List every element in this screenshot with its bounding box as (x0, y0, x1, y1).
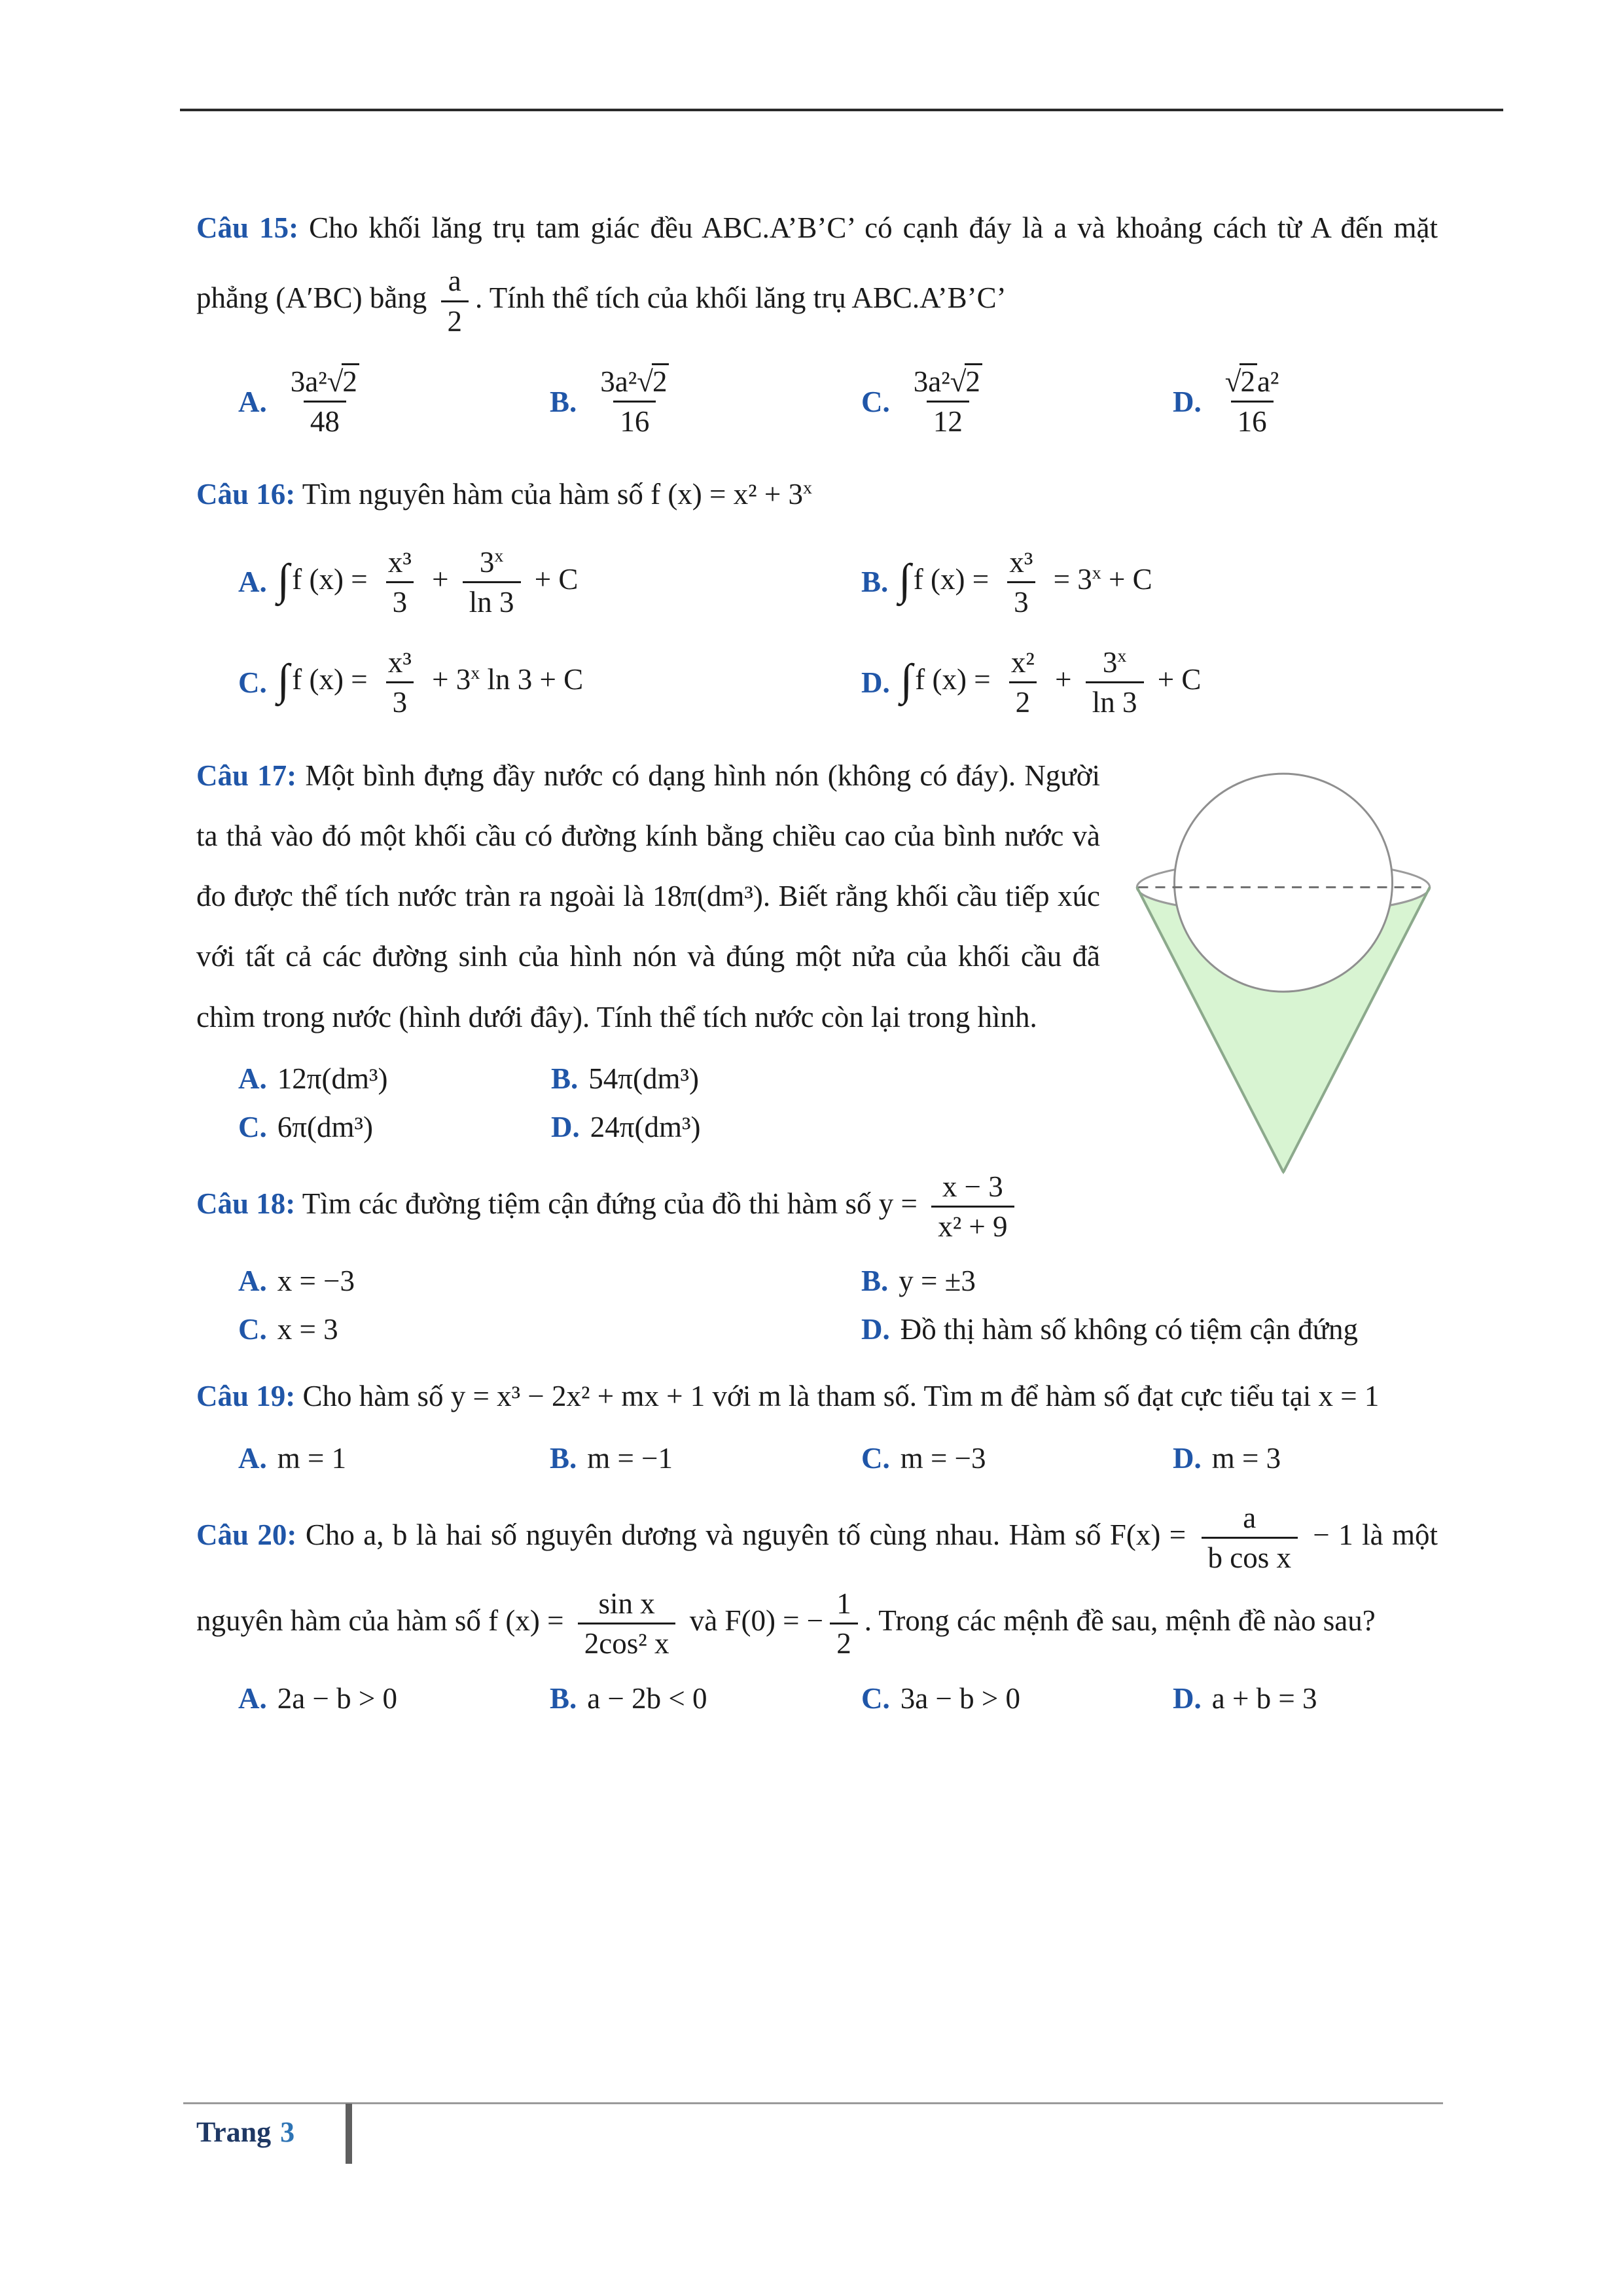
option-c-value: ∫f (x) = $\frac{\text{x³}}{3}$ + $3^x$ ln 3 + C (277, 639, 583, 726)
option-d-value: 24π(dm³) (590, 1110, 701, 1143)
question-19-label: Câu 19: (196, 1380, 296, 1413)
option-b-letter: B. (861, 1265, 889, 1298)
option-d-letter: D. (861, 1313, 890, 1346)
option-c-value: x = 3 (277, 1313, 338, 1346)
option-c-letter: C. (238, 1110, 267, 1143)
page-content (196, 198, 1438, 1735)
option-a (238, 1441, 550, 1475)
option-d (551, 1110, 700, 1144)
option-b-value: $\frac{\text{3a²√2}}{16}$ (587, 359, 682, 445)
question-19-body: Cho hàm số y = x³ − 2x² + mx + 1 với m là tham số. Tìm m để hàm số đạt cực tiểu tại x = 1 (295, 1380, 1380, 1413)
question-16-body: Tìm nguyên hàm của hàm số f $(x) = x^2 + 3^x$ (295, 478, 812, 511)
option-d-letter: D. (861, 666, 890, 699)
question-18-label: Câu 18: (196, 1187, 296, 1220)
option-d (1173, 1441, 1281, 1475)
option-b-letter: B. (550, 1681, 577, 1715)
footer-vertical-bar (346, 2104, 352, 2164)
question-17-label: Câu 17: (196, 759, 297, 792)
question-16-label: Câu 16: (196, 478, 296, 511)
question-20-options (196, 1681, 1438, 1715)
question-18 (196, 1164, 1438, 1347)
option-d-value: ∫f (x) = $\frac{\text{x²}}{2}$ + $\frac{3^x}{\ln 3}$ + C (901, 639, 1202, 726)
question-19 (196, 1366, 1438, 1475)
option-a-value: $\frac{\text{3a²√2}}{48}$ (277, 359, 372, 445)
option-d (861, 639, 1201, 726)
question-15-text (196, 198, 1438, 344)
option-c (861, 359, 1173, 445)
option-a-value: x = −3 (277, 1265, 355, 1298)
option-d-value: m = 3 (1211, 1441, 1281, 1475)
question-17 (196, 745, 1438, 1144)
footer-page-indicator (196, 2115, 294, 2149)
option-d (1173, 1681, 1317, 1715)
option-c-value: m = −3 (900, 1441, 986, 1475)
option-d-letter: D. (1173, 1441, 1202, 1475)
option-a-value: 2a − b > 0 (277, 1681, 397, 1715)
option-c-letter: C. (861, 385, 890, 418)
option-b (861, 539, 1152, 626)
question-16-options-row-1 (196, 539, 1438, 626)
footer-page-number: 3 (280, 2116, 295, 2148)
question-20 (196, 1495, 1438, 1715)
option-c (861, 1681, 1173, 1715)
top-rule (180, 109, 1503, 111)
option-c-letter: C. (861, 1441, 890, 1475)
option-c-letter: C. (238, 666, 267, 699)
question-15-body: Cho khối lăng trụ tam giác đều ABC.A’B’C’ có cạnh đáy là a và khoảng cách từ A đến mặt phẳng (A′BC) bằng $\frac{a}{2}$ . Tính thể tích của khối lăng trụ ABC.A’B’C’ (196, 211, 1438, 314)
option-b (550, 1441, 861, 1475)
option-b-value: y = ±3 (899, 1265, 976, 1298)
option-d-value: a + b = 3 (1211, 1681, 1317, 1715)
footer-rule (183, 2102, 1443, 2104)
option-a-letter: A. (238, 565, 267, 599)
option-a-value: ∫f (x) = $\frac{\text{x³}}{3}$ + $\frac{3^x}{\ln 3}$ + C (277, 539, 579, 626)
question-16-options-row-2 (196, 639, 1438, 726)
option-a-letter: A. (238, 1062, 267, 1095)
option-b (550, 1681, 861, 1715)
question-16-text (196, 464, 1438, 524)
option-a-letter: A. (238, 385, 267, 418)
option-a-value: 12π(dm³) (277, 1062, 388, 1095)
option-b-value: 54π(dm³) (588, 1062, 699, 1095)
option-c-value: 3a − b > 0 (900, 1681, 1020, 1715)
sphere (1174, 774, 1392, 992)
question-19-options (196, 1441, 1438, 1475)
option-c (238, 1110, 551, 1144)
footer-page-label: Trang (196, 2116, 272, 2148)
question-15-options (196, 359, 1438, 445)
question-17-options-row-1 (196, 1062, 1100, 1096)
option-a-letter: A. (238, 1265, 267, 1298)
option-b-value: m = −1 (587, 1441, 673, 1475)
option-d-letter: D. (551, 1110, 580, 1143)
option-d-letter: D. (1173, 1681, 1202, 1715)
option-c-letter: C. (861, 1681, 890, 1715)
option-c-letter: C. (238, 1313, 267, 1346)
question-20-label: Câu 20: (196, 1518, 297, 1551)
option-c (861, 1441, 1173, 1475)
option-b-letter: B. (861, 565, 889, 599)
question-18-options-row-1 (196, 1264, 1438, 1298)
option-d (1173, 359, 1292, 445)
question-17-body: Một bình đựng đầy nước có dạng hình nón (không có đáy). Người ta thả vào đó một khối cầu có đường kính bằng chiều cao của bình nước và đo được thể tích nước tràn ra ngoài là 18π(dm³). Biết rằng khối cầu tiếp xúc với tất cả các đường sinh của hình nón và đúng một nửa của khối cầu đã chìm trong nước (hình dưới đây). Tính thể tích nước còn lại trong hình. (196, 759, 1101, 1033)
option-b-letter: B. (550, 1441, 577, 1475)
question-17-options-row-2 (196, 1110, 1100, 1144)
option-a (238, 1062, 551, 1096)
option-d-value: $\frac{\text{√2a²}}{16}$ (1212, 359, 1293, 445)
option-b-letter: B. (550, 385, 577, 418)
option-c (238, 1312, 861, 1346)
question-16 (196, 464, 1438, 725)
option-a (238, 1681, 550, 1715)
option-b-value: ∫f (x) = $\frac{\text{x³}}{3}$ = $3^x + C$ (899, 539, 1152, 626)
option-a-letter: A. (238, 1681, 267, 1715)
option-a-letter: A. (238, 1441, 267, 1475)
question-15 (196, 198, 1438, 444)
option-a (238, 1264, 861, 1298)
cone-sphere-figure (1129, 748, 1438, 1181)
option-b-letter: B. (551, 1062, 579, 1095)
option-d (861, 1312, 1358, 1346)
question-20-text (196, 1495, 1438, 1667)
question-15-label: Câu 15: (196, 211, 299, 244)
option-d-letter: D. (1173, 385, 1202, 418)
option-c-value: 6π(dm³) (277, 1110, 373, 1143)
option-a-value: m = 1 (277, 1441, 347, 1475)
option-c-value: $\frac{\text{3a²√2}}{12}$ (901, 359, 995, 445)
option-b (551, 1062, 699, 1096)
option-b (861, 1264, 976, 1298)
option-b (550, 359, 861, 445)
question-20-body: Cho a, b là hai số nguyên dương và nguyên tố cùng nhau. Hàm số F(x) = $\frac{a}{\text{b cos x}}$ − 1 là một nguyên hàm của hàm số f (x) = $\frac{\text{sin x}}{\text{2cos² x}}$ và F(0) = − $\frac{1}{2}$ . Trong các mệnh đề sau, mệnh đề nào sau? (196, 1518, 1438, 1638)
question-19-text (196, 1366, 1438, 1426)
question-18-options-row-2 (196, 1312, 1438, 1346)
option-a (238, 359, 550, 445)
option-a (238, 539, 861, 626)
option-c (238, 639, 861, 726)
option-d-value: Đồ thị hàm số không có tiệm cận đứng (900, 1313, 1359, 1346)
question-18-body: Tìm các đường tiệm cận đứng của đồ thi hàm số y = $\frac{x - 3}{\text{x² + 9}}$ (295, 1187, 1020, 1220)
option-b-value: a − 2b < 0 (587, 1681, 707, 1715)
